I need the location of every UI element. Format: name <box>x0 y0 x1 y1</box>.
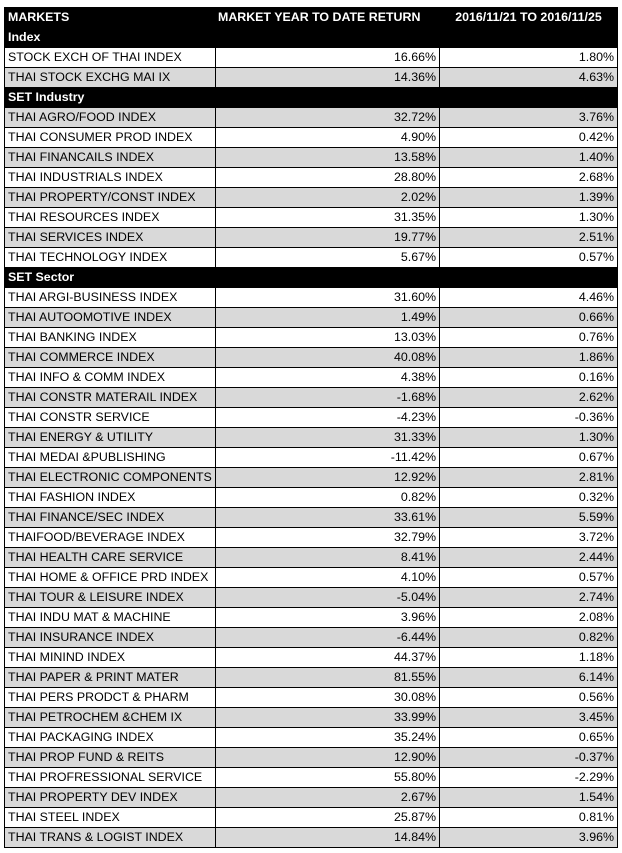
market-name-cell: THAI PAPER & PRINT MATER <box>5 668 216 688</box>
table-row <box>5 508 618 528</box>
market-name-cell: THAI AGRO/FOOD INDEX <box>5 108 216 128</box>
header-week-range: 2016/11/21 TO 2016/11/25 <box>440 8 618 28</box>
table-row <box>5 548 618 568</box>
market-name-cell: THAI COMMERCE INDEX <box>5 348 216 368</box>
week-return-cell: 3.72% <box>440 528 618 548</box>
table-row <box>5 668 618 688</box>
market-name-cell: THAI HEALTH CARE SERVICE <box>5 548 216 568</box>
ytd-return-cell: 31.35% <box>216 208 440 228</box>
week-return-cell: 6.14% <box>440 668 618 688</box>
market-name-cell: THAI SERVICES INDEX <box>5 228 216 248</box>
ytd-return-cell: 31.60% <box>216 288 440 308</box>
ytd-return-cell: 12.90% <box>216 748 440 768</box>
market-name-cell: THAI INDU MAT & MACHINE <box>5 608 216 628</box>
ytd-return-cell: 35.24% <box>216 728 440 748</box>
ytd-return-cell: 33.61% <box>216 508 440 528</box>
week-return-cell: 0.82% <box>440 628 618 648</box>
ytd-return-cell: 13.03% <box>216 328 440 348</box>
market-name-cell: THAI MININD INDEX <box>5 648 216 668</box>
week-return-cell: 1.30% <box>440 428 618 448</box>
table-row <box>5 308 618 328</box>
table-body <box>5 28 618 848</box>
ytd-return-cell: 2.67% <box>216 788 440 808</box>
week-return-cell: 1.40% <box>440 148 618 168</box>
table-row <box>5 788 618 808</box>
table-row <box>5 108 618 128</box>
table-row <box>5 368 618 388</box>
week-return-cell: 3.76% <box>440 108 618 128</box>
market-name-cell: THAI ARGI-BUSINESS INDEX <box>5 288 216 308</box>
ytd-return-cell: 31.33% <box>216 428 440 448</box>
ytd-return-cell: 81.55% <box>216 668 440 688</box>
market-name-cell: THAI PETROCHEM &CHEM IX <box>5 708 216 728</box>
table-row <box>5 328 618 348</box>
market-name-cell: THAI FINANCE/SEC INDEX <box>5 508 216 528</box>
table-row <box>5 208 618 228</box>
table-row <box>5 428 618 448</box>
week-return-cell: -0.36% <box>440 408 618 428</box>
ytd-return-cell: 4.90% <box>216 128 440 148</box>
ytd-return-cell: 55.80% <box>216 768 440 788</box>
ytd-return-cell: 4.38% <box>216 368 440 388</box>
ytd-return-cell: 44.37% <box>216 648 440 668</box>
market-name-cell: THAI PROPERTY/CONST INDEX <box>5 188 216 208</box>
market-name-cell: THAI BANKING INDEX <box>5 328 216 348</box>
week-return-cell: 0.65% <box>440 728 618 748</box>
ytd-return-cell: -6.44% <box>216 628 440 648</box>
table-row <box>5 448 618 468</box>
ytd-return-cell: 12.92% <box>216 468 440 488</box>
table-row <box>5 68 618 88</box>
table-row <box>5 808 618 828</box>
ytd-return-cell: 3.96% <box>216 608 440 628</box>
ytd-return-cell: 25.87% <box>216 808 440 828</box>
ytd-return-cell: 8.41% <box>216 548 440 568</box>
market-name-cell: THAI INFO & COMM INDEX <box>5 368 216 388</box>
ytd-return-cell: 1.49% <box>216 308 440 328</box>
section-header-row <box>5 268 618 288</box>
table-row <box>5 588 618 608</box>
market-name-cell: THAI INSURANCE INDEX <box>5 628 216 648</box>
market-name-cell: THAI AUTOOMOTIVE INDEX <box>5 308 216 328</box>
week-return-cell: 0.56% <box>440 688 618 708</box>
ytd-return-cell: -1.68% <box>216 388 440 408</box>
ytd-return-cell: 30.08% <box>216 688 440 708</box>
week-return-cell: 2.62% <box>440 388 618 408</box>
ytd-return-cell: -5.04% <box>216 588 440 608</box>
week-return-cell: 0.32% <box>440 488 618 508</box>
table-row <box>5 168 618 188</box>
market-name-cell: THAI FASHION INDEX <box>5 488 216 508</box>
week-return-cell: 3.96% <box>440 828 618 848</box>
table-row <box>5 568 618 588</box>
table-row <box>5 348 618 368</box>
table-row <box>5 688 618 708</box>
week-return-cell: 0.42% <box>440 128 618 148</box>
market-name-cell: THAI CONSUMER PROD INDEX <box>5 128 216 148</box>
market-name-cell: THAI INDUSTRIALS INDEX <box>5 168 216 188</box>
ytd-return-cell: 13.58% <box>216 148 440 168</box>
table-row <box>5 188 618 208</box>
market-name-cell: THAI TRANS & LOGIST INDEX <box>5 828 216 848</box>
market-name-cell: THAI HOME & OFFICE PRD INDEX <box>5 568 216 588</box>
market-name-cell: THAI PACKAGING INDEX <box>5 728 216 748</box>
market-name-cell: THAI MEDAI &PUBLISHING <box>5 448 216 468</box>
week-return-cell: 0.81% <box>440 808 618 828</box>
table-row <box>5 488 618 508</box>
market-name-cell: THAI PERS PRODCT & PHARM <box>5 688 216 708</box>
table-row <box>5 768 618 788</box>
week-return-cell: 0.76% <box>440 328 618 348</box>
table-row <box>5 468 618 488</box>
ytd-return-cell: 33.99% <box>216 708 440 728</box>
market-name-cell: THAI ELECTRONIC COMPONENTS <box>5 468 216 488</box>
table-row <box>5 288 618 308</box>
market-name-cell: THAI STOCK EXCHG MAI IX <box>5 68 216 88</box>
header-ytd-return: MARKET YEAR TO DATE RETURN <box>216 8 440 28</box>
week-return-cell: 1.30% <box>440 208 618 228</box>
week-return-cell: 4.63% <box>440 68 618 88</box>
table-row <box>5 128 618 148</box>
week-return-cell: 2.44% <box>440 548 618 568</box>
week-return-cell: 4.46% <box>440 288 618 308</box>
ytd-return-cell: 16.66% <box>216 48 440 68</box>
week-return-cell: 3.45% <box>440 708 618 728</box>
table-row <box>5 628 618 648</box>
week-return-cell: 0.66% <box>440 308 618 328</box>
market-name-cell: THAI TOUR & LEISURE INDEX <box>5 588 216 608</box>
ytd-return-cell: -11.42% <box>216 448 440 468</box>
ytd-return-cell: 14.36% <box>216 68 440 88</box>
week-return-cell: 1.86% <box>440 348 618 368</box>
week-return-cell: 1.18% <box>440 648 618 668</box>
header-row <box>5 8 618 28</box>
ytd-return-cell: -4.23% <box>216 408 440 428</box>
week-return-cell: 2.74% <box>440 588 618 608</box>
market-name-cell: STOCK EXCH OF THAI INDEX <box>5 48 216 68</box>
table-row <box>5 748 618 768</box>
week-return-cell: 1.54% <box>440 788 618 808</box>
section-title: SET Industry <box>5 88 618 108</box>
ytd-return-cell: 40.08% <box>216 348 440 368</box>
table-row <box>5 648 618 668</box>
week-return-cell: 2.68% <box>440 168 618 188</box>
table-row <box>5 48 618 68</box>
section-header-row <box>5 88 618 108</box>
market-name-cell: THAI TECHNOLOGY INDEX <box>5 248 216 268</box>
ytd-return-cell: 0.82% <box>216 488 440 508</box>
section-header-row <box>5 28 618 48</box>
market-name-cell: THAI STEEL INDEX <box>5 808 216 828</box>
ytd-return-cell: 32.79% <box>216 528 440 548</box>
week-return-cell: 1.39% <box>440 188 618 208</box>
week-return-cell: -2.29% <box>440 768 618 788</box>
market-name-cell: THAIFOOD/BEVERAGE INDEX <box>5 528 216 548</box>
week-return-cell: 1.80% <box>440 48 618 68</box>
section-title: Index <box>5 28 618 48</box>
table-row <box>5 408 618 428</box>
table-row <box>5 828 618 848</box>
ytd-return-cell: 4.10% <box>216 568 440 588</box>
market-returns-sheet <box>4 7 617 848</box>
table-row <box>5 728 618 748</box>
table-row <box>5 708 618 728</box>
week-return-cell: 5.59% <box>440 508 618 528</box>
week-return-cell: 0.57% <box>440 568 618 588</box>
section-title: SET Sector <box>5 268 618 288</box>
market-name-cell: THAI CONSTR SERVICE <box>5 408 216 428</box>
ytd-return-cell: 19.77% <box>216 228 440 248</box>
market-name-cell: THAI PROPERTY DEV INDEX <box>5 788 216 808</box>
week-return-cell: 0.67% <box>440 448 618 468</box>
week-return-cell: -0.37% <box>440 748 618 768</box>
week-return-cell: 0.16% <box>440 368 618 388</box>
week-return-cell: 0.57% <box>440 248 618 268</box>
table-row <box>5 528 618 548</box>
market-name-cell: THAI PROP FUND & REITS <box>5 748 216 768</box>
table-row <box>5 388 618 408</box>
week-return-cell: 2.51% <box>440 228 618 248</box>
market-name-cell: THAI FINANCAILS INDEX <box>5 148 216 168</box>
market-name-cell: THAI ENERGY & UTILITY <box>5 428 216 448</box>
market-name-cell: THAI CONSTR MATERAIL INDEX <box>5 388 216 408</box>
ytd-return-cell: 5.67% <box>216 248 440 268</box>
market-name-cell: THAI PROFRESSIONAL SERVICE <box>5 768 216 788</box>
ytd-return-cell: 28.80% <box>216 168 440 188</box>
market-returns-table <box>4 7 618 848</box>
ytd-return-cell: 14.84% <box>216 828 440 848</box>
week-return-cell: 2.08% <box>440 608 618 628</box>
ytd-return-cell: 32.72% <box>216 108 440 128</box>
week-return-cell: 2.81% <box>440 468 618 488</box>
table-row <box>5 608 618 628</box>
header-markets: MARKETS <box>5 8 216 28</box>
table-row <box>5 148 618 168</box>
ytd-return-cell: 2.02% <box>216 188 440 208</box>
table-row <box>5 228 618 248</box>
market-name-cell: THAI RESOURCES INDEX <box>5 208 216 228</box>
table-row <box>5 248 618 268</box>
